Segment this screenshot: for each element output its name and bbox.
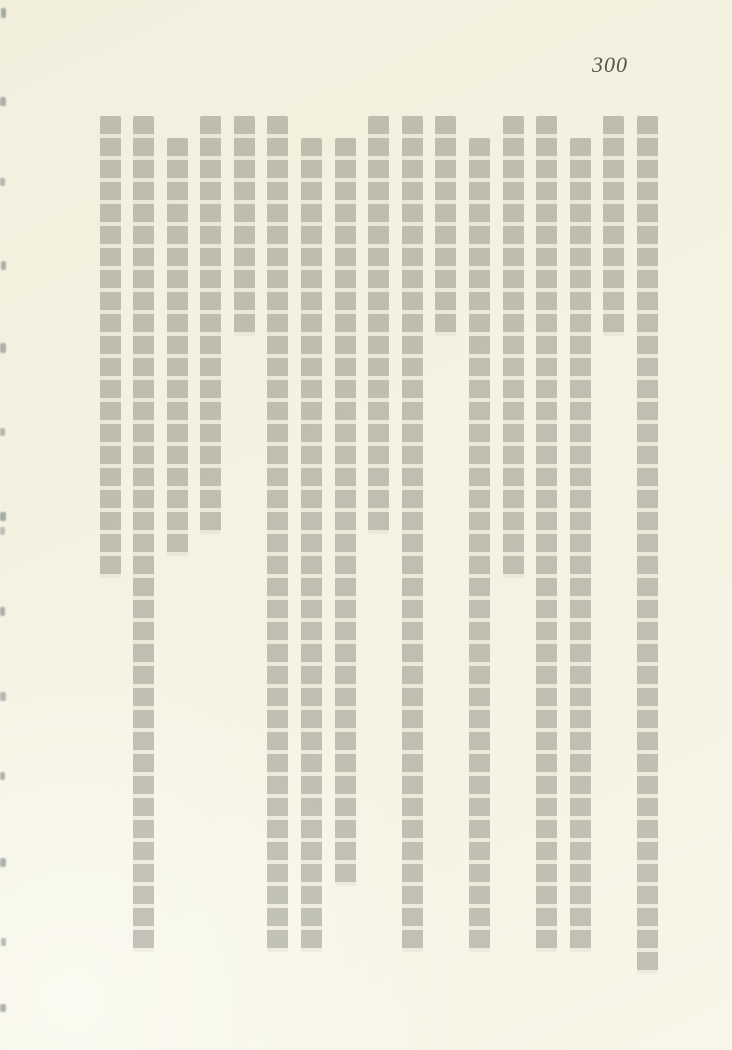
scan-artifact bbox=[0, 607, 5, 616]
scan-artifact bbox=[0, 692, 6, 701]
scan-artifact bbox=[1, 8, 6, 18]
scan-artifact bbox=[0, 1004, 6, 1012]
text-column bbox=[637, 116, 658, 974]
scan-artifact bbox=[0, 772, 5, 780]
text-column bbox=[335, 138, 356, 886]
scan-artifact bbox=[1, 261, 6, 270]
text-column bbox=[402, 116, 423, 952]
text-column bbox=[133, 116, 154, 952]
scan-artifact bbox=[0, 343, 6, 353]
text-column bbox=[100, 116, 121, 578]
text-column bbox=[301, 138, 322, 952]
text-column bbox=[200, 116, 221, 534]
text-column bbox=[368, 116, 389, 534]
text-column bbox=[469, 138, 490, 952]
scan-artifact bbox=[1, 938, 6, 946]
text-column bbox=[536, 116, 557, 952]
scan-artifact bbox=[0, 428, 5, 436]
text-column bbox=[503, 116, 524, 578]
vertical-text-block bbox=[100, 116, 659, 986]
scan-artifact bbox=[0, 97, 6, 106]
text-column bbox=[570, 138, 591, 952]
page-number: 300 bbox=[592, 52, 628, 77]
scan-artifact bbox=[0, 858, 6, 867]
text-column bbox=[234, 116, 255, 336]
text-column bbox=[435, 116, 456, 336]
text-column bbox=[167, 138, 188, 556]
scan-artifact bbox=[0, 178, 5, 186]
scan-artifact bbox=[0, 527, 5, 535]
scan-artifact bbox=[0, 512, 6, 521]
text-column bbox=[267, 116, 288, 952]
text-column bbox=[603, 116, 624, 336]
